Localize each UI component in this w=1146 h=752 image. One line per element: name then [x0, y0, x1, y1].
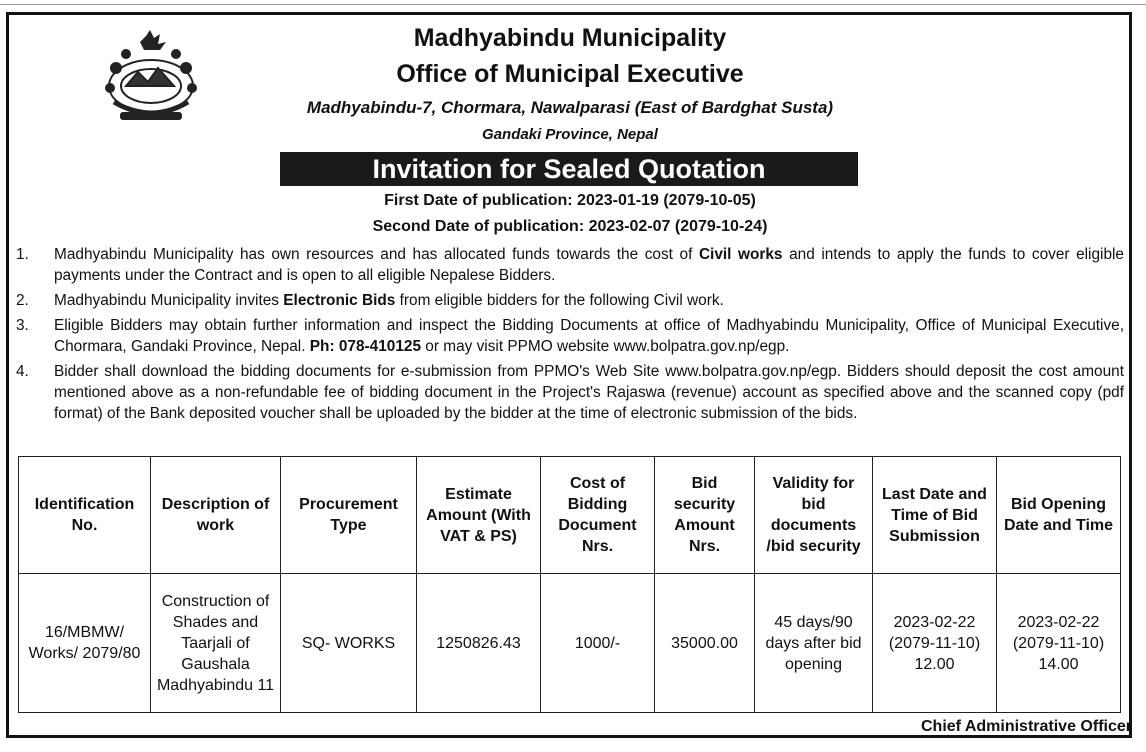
item-text: Madhyabindu Municipality invites: [54, 292, 284, 309]
province: Gandaki Province, Nepal: [482, 126, 658, 143]
table-row: [19, 574, 1121, 713]
notice-item: [16, 244, 1124, 286]
notice-items: [16, 244, 1124, 428]
organization-name: Madhyabindu Municipality: [413, 24, 727, 52]
notice-item: [16, 290, 1124, 311]
header-description: Description of work: [151, 457, 281, 574]
second-publication-date: Second Date of publication: 2023-02-07 (2079-10-24): [372, 218, 768, 235]
cell-estimate-amount: 1250826.43: [417, 574, 541, 713]
cell-last-date: 2023-02-22 (2079-11-10) 12.00: [873, 574, 997, 713]
item-number: 1.: [16, 246, 29, 263]
signatory: Chief Administrative Officer: [920, 718, 1132, 735]
cell-validity: 45 days/90 days after bid opening: [755, 574, 873, 713]
header-estimate-amount: Estimate Amount (With VAT & PS): [417, 457, 541, 574]
header-procurement-type: Procurement Type: [281, 457, 417, 574]
item-emphasis: Ph: 078-410125: [309, 338, 422, 355]
item-text: Eligible Bidders may obtain further information and inspect the Bidding Documents at office of Madhyabindu Municipality, Office of Municipal Executive, Chormara, Gandaki Province, Nepal.: [54, 317, 1124, 355]
cell-description: Construction of Shades and Taarjali of Gaushala Madhyabindu 11: [151, 574, 281, 713]
item-text: from eligible bidders for the following Civil work.: [395, 292, 724, 309]
header-validity: Validity for bid documents /bid security: [755, 457, 873, 574]
table-header-row: [19, 457, 1121, 574]
item-text: Madhyabindu Municipality has own resources and has allocated funds towards the cost of: [54, 246, 699, 263]
cell-document-cost: 1000/-: [541, 574, 655, 713]
notice-item: [16, 315, 1124, 357]
cell-opening-date: 2023-02-22 (2079-11-10) 14.00: [997, 574, 1121, 713]
cell-procurement-type: SQ- WORKS: [281, 574, 417, 713]
top-rule: [0, 0, 1146, 5]
header-identification: Identification No.: [19, 457, 151, 574]
cell-bid-security: 35000.00: [655, 574, 755, 713]
item-emphasis: Electronic Bids: [283, 292, 396, 309]
address: Madhyabindu-7, Chormara, Nawalparasi (East of Bardghat Susta): [306, 98, 834, 117]
notice-item: [16, 361, 1124, 424]
office-name: Office of Municipal Executive: [396, 60, 744, 88]
item-text: or may visit PPMO website www.bolpatra.gov.np/egp.: [421, 338, 790, 355]
header-document-cost: Cost of Bidding Document Nrs.: [541, 457, 655, 574]
item-text: and intends to apply the funds to cover eligible payments under the Contract and is open to all eligible Nepalese Bidders.: [54, 246, 1124, 284]
header-last-date: Last Date and Time of Bid Submission: [873, 457, 997, 574]
bid-table: [18, 456, 1121, 713]
item-emphasis: Civil works: [698, 246, 783, 263]
item-number: 4.: [16, 363, 29, 380]
header-bid-security: Bid security Amount Nrs.: [655, 457, 755, 574]
item-number: 2.: [16, 292, 29, 309]
item-number: 3.: [16, 317, 29, 334]
first-publication-date: First Date of publication: 2023-01-19 (2079-10-05): [384, 192, 756, 209]
cell-identification: 16/MBMW/ Works/ 2079/80: [19, 574, 151, 713]
header-opening-date: Bid Opening Date and Time: [997, 457, 1121, 574]
notice-title: Invitation for Sealed Quotation: [280, 152, 858, 186]
item-text: Bidder shall download the bidding documents for e-submission from PPMO's Web Site www.bolpatra.gov.np/egp. Bidders should deposit the cost amount mentioned above as a non-refundable fee of bidding document in the Project's Rajaswa (revenue) account as specified above and the scanned copy (pdf format) of the Bank deposited voucher shall be uploaded by the bidder at the time of electronic submission of the bids.: [54, 363, 1124, 422]
nepal-emblem-icon: [96, 28, 206, 128]
